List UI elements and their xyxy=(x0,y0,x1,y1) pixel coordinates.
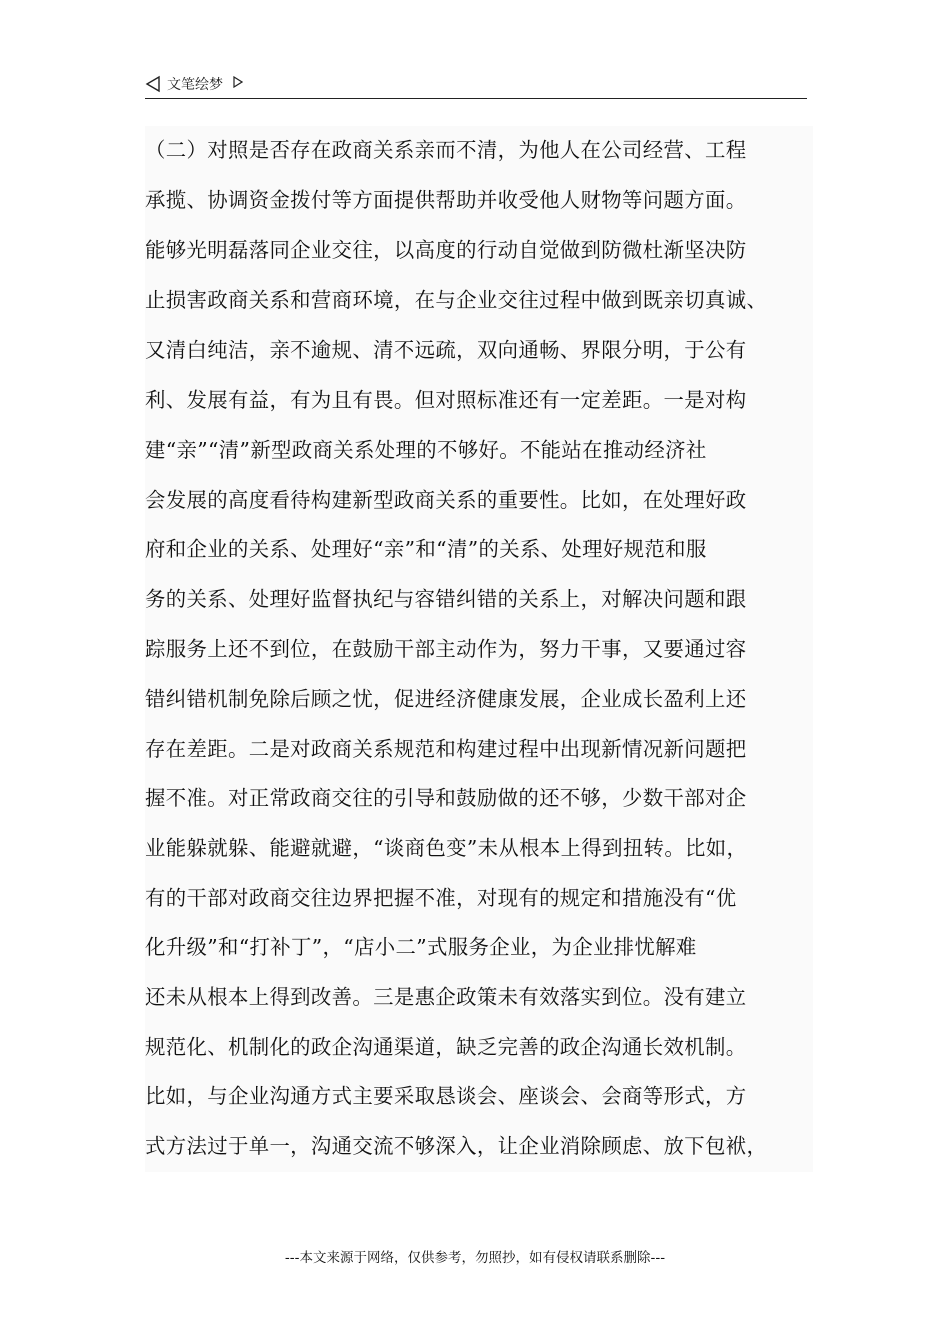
text-line: 务的关系、处理好监督执纪与容错纠错的关系上，对解决问题和跟 xyxy=(145,587,747,611)
triangle-left-icon xyxy=(145,75,161,93)
text-line: 又清白纯洁，亲不逾规、清不远疏，双向通畅、界限分明，于公有 xyxy=(145,338,747,362)
text-line: 利、发展有益，有为且有畏。但对照标准还有一定差距。一是对构 xyxy=(145,388,747,412)
text-line: 能够光明磊落同企业交往，以高度的行动自觉做到防微杜渐坚决防 xyxy=(145,238,747,262)
text-line: 承揽、协调资金拨付等方面提供帮助并收受他人财物等问题方面。 xyxy=(145,188,747,212)
text-line: 化升级”和“打补丁”，“店小二”式服务企业，为企业排忧解难 xyxy=(145,935,697,959)
text-line: 握不准。对正常政商交往的引导和鼓励做的还不够，少数干部对企 xyxy=(145,786,747,810)
text-line: 会发展的高度看待构建新型政商关系的重要性。比如，在处理好政 xyxy=(145,488,747,512)
text-line: 规范化、机制化的政企沟通渠道，缺乏完善的政企沟通长效机制。 xyxy=(145,1035,747,1059)
text-line: 式方法过于单一，沟通交流不够深入，让企业消除顾虑、放下包袱， xyxy=(145,1134,768,1158)
text-line: 有的干部对政商交往边界把握不准，对现有的规定和措施没有“优 xyxy=(145,886,737,910)
text-line: （二）对照是否存在政商关系亲而不清，为他人在公司经营、工程 xyxy=(145,138,747,162)
header-title: 文笔绘梦 xyxy=(167,77,223,93)
text-line: 错纠错机制免除后顾之忧，促进经济健康发展，企业成长盈利上还 xyxy=(145,687,747,711)
text-line: 止损害政商关系和营商环境，在与企业交往过程中做到既亲切真诚、 xyxy=(145,288,768,312)
text-line: 比如，与企业沟通方式主要采取恳谈会、座谈会、会商等形式，方 xyxy=(145,1084,747,1108)
text-line: 建“亲”“清”新型政商关系处理的不够好。不能站在推动经济社 xyxy=(145,438,707,462)
text-line: 还未从根本上得到改善。三是惠企政策未有效落实到位。没有建立 xyxy=(145,985,747,1009)
page-header xyxy=(145,74,807,99)
text-line: 府和企业的关系、处理好“亲”和“清”的关系、处理好规范和服 xyxy=(145,537,707,561)
document-body xyxy=(145,126,813,1172)
text-line: 踪服务上还不到位，在鼓励干部主动作为，努力干事，又要通过容 xyxy=(145,637,747,661)
text-line: 业能躲就躲、能避就避，“谈商色变”未从根本上得到扭转。比如， xyxy=(145,836,748,860)
text-line: 存在差距。二是对政商关系规范和构建过程中出现新情况新问题把 xyxy=(145,737,747,761)
triangle-right-icon xyxy=(233,76,243,88)
footer-disclaimer: ---本文来源于网络，仅供参考，勿照抄，如有侵权请联系删除--- xyxy=(284,1250,666,1266)
